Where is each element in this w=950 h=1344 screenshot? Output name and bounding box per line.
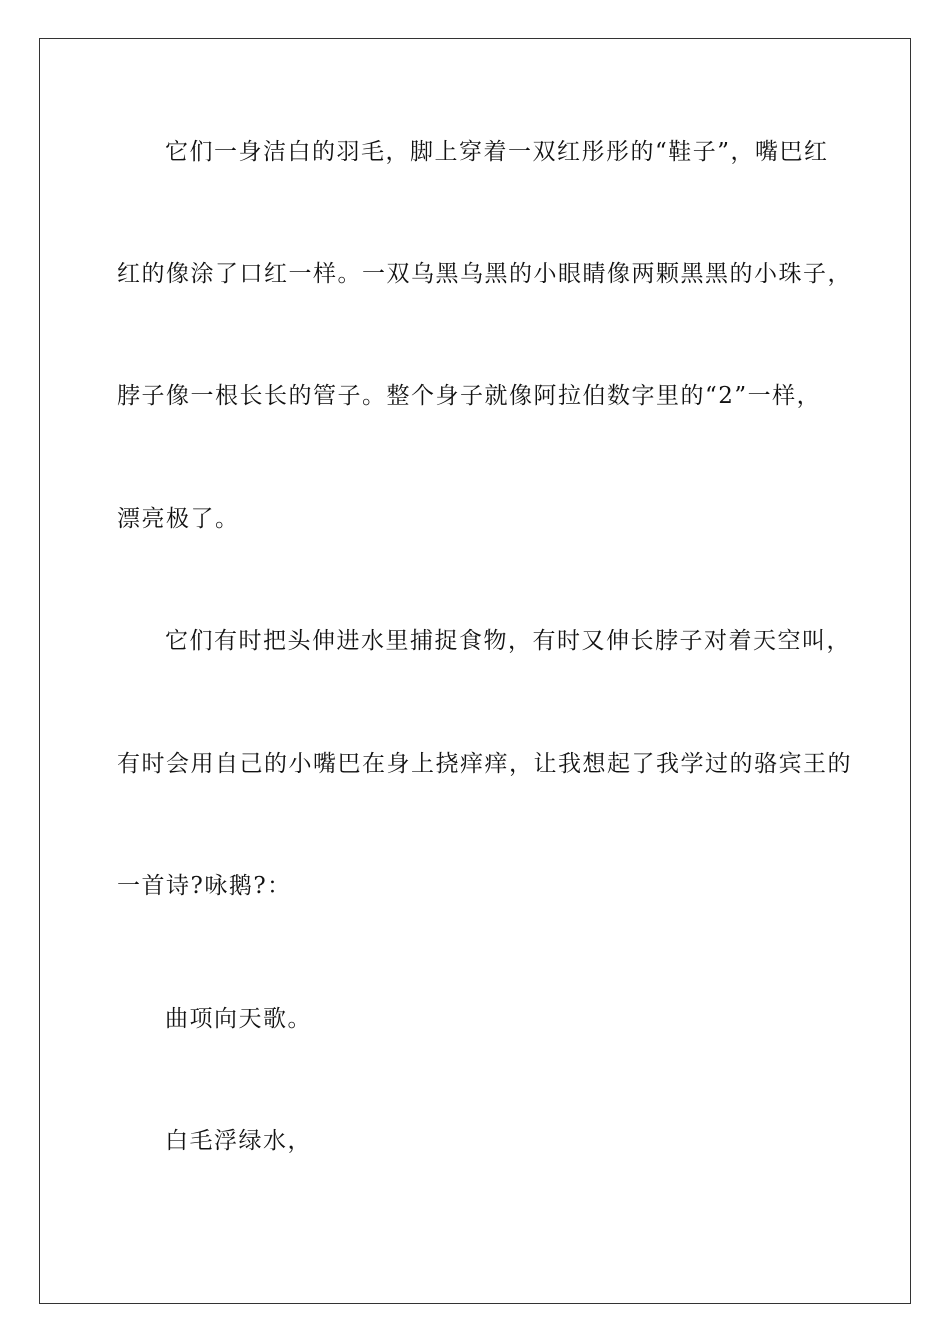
poem-line-1: 曲项向天歌。 <box>165 1006 312 1032</box>
paragraph-2-line-3: 一首诗?咏鹅?： <box>117 873 292 899</box>
paragraph-1-line-4: 漂亮极了。 <box>117 506 240 532</box>
paragraph-1-line-1: 它们一身洁白的羽毛，脚上穿着一双红彤彤的“鞋子”，嘴巴红 <box>165 139 829 165</box>
page-frame <box>39 38 911 1304</box>
poem-line-2: 白毛浮绿水， <box>165 1128 312 1154</box>
paragraph-2-line-2: 有时会用自己的小嘴巴在身上挠痒痒，让我想起了我学过的骆宾王的 <box>117 751 852 777</box>
paragraph-1-line-3: 脖子像一根长长的管子。整个身子就像阿拉伯数字里的“2”一样， <box>117 383 822 409</box>
paragraph-1-line-2: 红的像涂了口红一样。一双乌黑乌黑的小眼睛像两颗黑黑的小珠子， <box>117 261 852 287</box>
paragraph-2-line-1: 它们有时把头伸进水里捕捉食物，有时又伸长脖子对着天空叫， <box>165 628 851 654</box>
